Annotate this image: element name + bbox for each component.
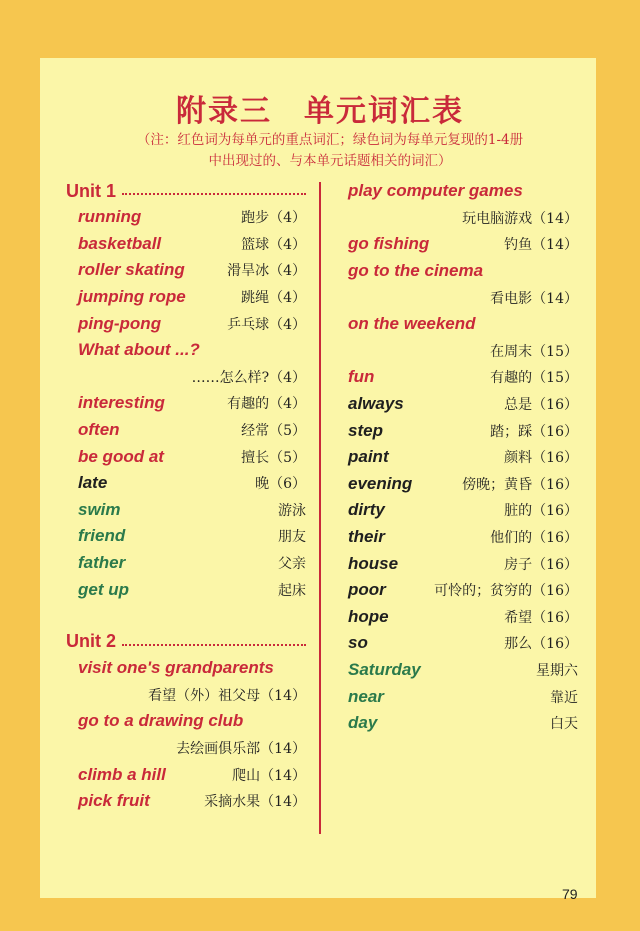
english-term: go fishing: [348, 234, 430, 254]
legend-note: [70, 130, 590, 172]
vocab-entry: [66, 550, 306, 577]
english-term: climb a hill: [78, 764, 166, 784]
chinese-meaning: 父亲: [278, 556, 306, 573]
vocab-entry: [348, 577, 578, 604]
english-term: their: [348, 527, 385, 547]
vocab-entry: [348, 231, 578, 258]
vocab-entry: [348, 417, 578, 444]
chinese-meaning: 游泳: [278, 502, 306, 519]
chinese-meaning: 他们的（16）: [490, 530, 578, 547]
chinese-meaning: 有趣的（4）: [227, 396, 306, 413]
chinese-meaning: 有趣的（15）: [490, 370, 578, 387]
vocab-entry: [348, 364, 578, 391]
english-term: running: [78, 207, 142, 227]
chinese-meaning: 采摘水果（14）: [204, 794, 306, 811]
english-term: jumping rope: [78, 287, 186, 307]
chinese-meaning: 去绘画俱乐部（14）: [176, 740, 306, 757]
chinese-meaning: 起床: [278, 582, 306, 599]
english-term: friend: [78, 526, 126, 546]
vocab-entry: [66, 310, 306, 337]
vocab-entry: [348, 391, 578, 418]
vocab-entry: [66, 257, 306, 284]
legend-note-line-1: （注：红色词为每单元的重点词汇；绿色词为每单元复现的1-4册: [136, 132, 524, 148]
vocab-entry: [348, 657, 578, 684]
chinese-meaning: 乒乓球（4）: [227, 316, 306, 333]
chinese-meaning: 房子（16）: [504, 556, 578, 573]
chinese-meaning: 踏；踩（16）: [490, 423, 578, 440]
chinese-meaning: 晚（6）: [255, 476, 306, 493]
chinese-meaning: 跳绳（4）: [241, 290, 306, 307]
vocab-column-right: [348, 178, 578, 736]
english-term: on the weekend: [348, 314, 476, 334]
chinese-meaning: 靠近: [550, 689, 578, 706]
vocab-entry: [66, 390, 306, 417]
chinese-meaning: 星期六: [536, 662, 578, 679]
vocab-entry-meaning-line: [66, 682, 306, 709]
vocab-column-left: [66, 178, 306, 814]
chinese-meaning: 擅长（5）: [241, 449, 306, 466]
english-term: go to the cinema: [348, 261, 484, 281]
chinese-meaning: 总是（16）: [504, 397, 578, 414]
vocab-entry: [66, 417, 306, 444]
english-term: always: [348, 394, 404, 414]
english-term: day: [348, 713, 378, 733]
vocab-entry: [348, 444, 578, 471]
vocab-entry: [66, 576, 306, 603]
chinese-meaning: 在周末（15）: [490, 343, 578, 360]
unit-label: Unit 1: [66, 180, 117, 201]
english-term: pick fruit: [78, 791, 150, 811]
english-term: so: [348, 633, 368, 653]
english-term: get up: [78, 579, 129, 599]
english-term: father: [78, 553, 126, 573]
vocab-entry: [66, 497, 306, 524]
english-term: step: [348, 420, 383, 440]
page-number: 79: [562, 886, 578, 902]
chinese-meaning: 看望（外）祖父母（14）: [148, 687, 306, 704]
vocab-entry: [348, 683, 578, 710]
chinese-meaning: 钓鱼（14）: [504, 237, 578, 254]
vocab-entry: [66, 204, 306, 231]
english-term: be good at: [78, 446, 164, 466]
english-term: swim: [78, 499, 121, 519]
dotted-leader: [122, 644, 306, 646]
vocab-entry: [66, 284, 306, 311]
vocab-entry-meaning-line: [348, 284, 578, 311]
column-divider: [319, 182, 321, 834]
english-term: often: [78, 420, 120, 440]
vocab-entry: [348, 524, 578, 551]
vocab-entry: [348, 497, 578, 524]
vocab-entry: [348, 630, 578, 657]
vocab-entry: [66, 655, 306, 682]
english-term: late: [78, 473, 108, 493]
unit-heading: [66, 178, 306, 204]
vocab-entry: [66, 708, 306, 735]
vocab-entry: [66, 470, 306, 497]
chinese-meaning: 经常（5）: [241, 423, 306, 440]
vocab-entry: [348, 258, 578, 285]
spacer: [66, 603, 306, 629]
english-term: visit one's grandparents: [78, 658, 274, 678]
chinese-meaning: 爬山（14）: [232, 767, 306, 784]
page-title: 附录三 单元词汇表: [176, 94, 464, 129]
vocab-entry-meaning-line: [348, 338, 578, 365]
vocab-entry: [66, 788, 306, 815]
chinese-meaning: 跑步（4）: [241, 210, 306, 227]
vocab-entry: [66, 443, 306, 470]
chinese-meaning: 可怜的；贫穷的（16）: [434, 583, 578, 600]
chinese-meaning: 朋友: [278, 529, 306, 546]
vocab-entry-meaning-line: [348, 205, 578, 232]
unit-label: Unit 2: [66, 631, 117, 652]
chinese-meaning: 玩电脑游戏（14）: [462, 210, 578, 227]
english-term: dirty: [348, 500, 385, 520]
english-term: ping-pong: [78, 313, 162, 333]
legend-note-line-2: 中出现过的、与本单元话题相关的词汇）: [208, 153, 452, 169]
english-term: house: [348, 553, 399, 573]
chinese-meaning: 滑旱冰（4）: [227, 263, 306, 280]
english-term: fun: [348, 367, 375, 387]
english-term: poor: [348, 580, 386, 600]
english-term: hope: [348, 606, 389, 626]
vocab-entry: [348, 550, 578, 577]
english-term: paint: [348, 447, 389, 467]
english-term: near: [348, 686, 384, 706]
english-term: basketball: [78, 233, 162, 253]
vocab-entry-meaning-line: [66, 735, 306, 762]
vocab-entry: [348, 471, 578, 498]
chinese-meaning: 看电影（14）: [490, 290, 578, 307]
vocab-entry: [66, 337, 306, 364]
chinese-meaning: 篮球（4）: [241, 236, 306, 253]
chinese-meaning: ……怎么样?（4）: [191, 369, 306, 386]
chinese-meaning: 希望（16）: [504, 609, 578, 626]
english-term: interesting: [78, 393, 165, 413]
chinese-meaning: 颜料（16）: [504, 450, 578, 467]
vocab-entry: [66, 231, 306, 258]
english-term: go to a drawing club: [78, 711, 244, 731]
vocab-entry: [348, 311, 578, 338]
chinese-meaning: 那么（16）: [504, 636, 578, 653]
dotted-leader: [122, 193, 306, 195]
vocab-entry: [348, 178, 578, 205]
vocab-entry: [348, 710, 578, 737]
english-term: Saturday: [348, 659, 421, 679]
unit-heading: [66, 629, 306, 655]
english-term: roller skating: [78, 260, 185, 280]
chinese-meaning: 白天: [550, 716, 578, 733]
vocab-entry: [348, 604, 578, 631]
vocab-entry: [66, 523, 306, 550]
english-term: evening: [348, 473, 413, 493]
chinese-meaning: 脏的（16）: [504, 503, 578, 520]
chinese-meaning: 傍晚；黄昏（16）: [462, 476, 578, 493]
vocab-entry-meaning-line: [66, 364, 306, 391]
english-term: play computer games: [348, 181, 523, 201]
english-term: What about ...?: [78, 340, 200, 360]
vocab-entry: [66, 761, 306, 788]
